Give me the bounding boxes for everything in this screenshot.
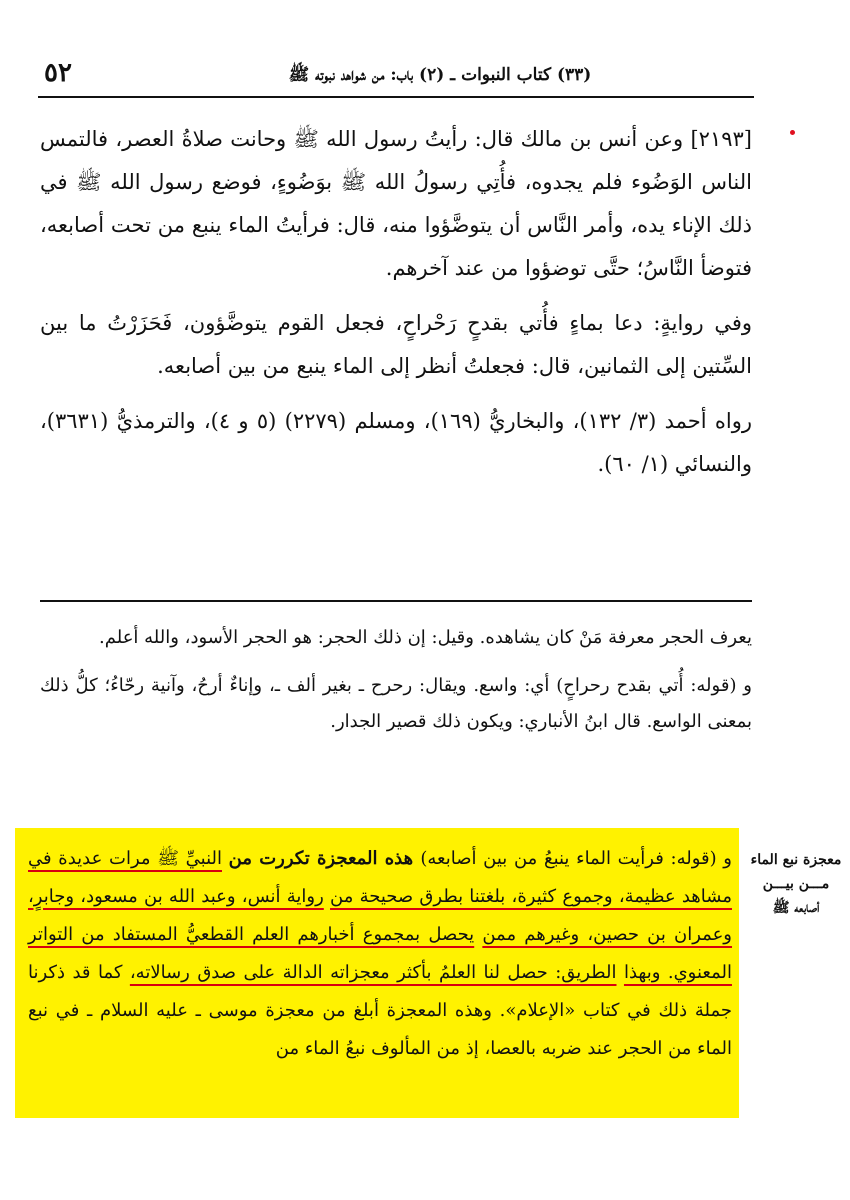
footnotes — [40, 620, 752, 752]
main-text — [40, 118, 752, 498]
header-rule — [38, 96, 754, 98]
commentary-lead: و (قوله: فرأيت الماء ينبعُ من بين أصابعه) — [420, 848, 733, 869]
margin-note-line-1: معجزة نبع الماء — [750, 852, 842, 868]
margin-note-line-2: مـــن بيـــن — [762, 876, 830, 892]
hadith-text: وعن أنس بن مالك قال: رأيتُ رسول الله ﷺ وحانت صلاةُ العصر، فالتمس الناس الوَضُوء فلم يجدوه، فأُتِي رسولُ الله ﷺ بوَضُوءٍ، فوضع رسول الله ﷺ في ذلك الإناء يده، وأمر النَّاس أن يتوضَّؤوا منه، قال: فرأيتُ الماء ينبع من تحت أصابعه، فتوضأ النَّاسُ؛ حتَّى توضؤوا من عند آخرهم. — [40, 127, 752, 280]
margin-note — [744, 848, 848, 920]
underlined-line-4: الطريق: حصل لنا العلمُ بأكثر معجزاته الدالة على صدق رسالاته، — [129, 962, 617, 983]
riwaya-paragraph: وفي روايةٍ: دعا بماءٍ فأُتي بقدحٍ رَحْراحٍ، فجعل القوم يتوضَّؤون، فَحَزَرْتُ ما بين السِّتين إلى الثمانين، قال: فجعلتُ أنظر إلى الماء ينبع من بين أصابعه. — [40, 311, 752, 378]
commentary-rest: كما قد ذكرنا جملة ذلك في كتاب «الإعلام». وهذه المعجزة أبلغ من معجزة موسى ـ عليه السلام ـ في نبع الماء من الحجر عند ضربه بالعصا، إذ من المألوف نبعُ الماء من — [28, 962, 732, 1059]
footnote-paragraph-2: و (قوله: أُتي بقدح رحراحٍ) أي: واسع. ويقال: رحرح ـ بغير ألف ـ، وإناءٌ أرحُ، وآنية رحّاءُ؛ كلُّ ذلك بمعنى الواسع. قال ابنُ الأنباري: ويكون ذلك قصير الجدار. — [40, 675, 752, 732]
takhrij-paragraph: رواه أحمد (٣/ ١٣٢)، والبخاريُّ (١٦٩)، ومسلم (٢٢٧٩) (٥ و ٤)، والترمذيُّ (٣٦٣١)، والنسائي (١/ ٦٠). — [40, 409, 752, 476]
hadith-number: [٢١٩٣] — [690, 127, 752, 151]
hadith-paragraph — [40, 118, 752, 290]
footnote-paragraph-1: يعرف الحجر معرفة مَنْ كان يشاهده. وقيل: إن ذلك الحجر: هو الحجر الأسود، والله أعلم. — [99, 627, 752, 648]
page-number: ٥٢ — [44, 58, 72, 88]
margin-note-line-3: أصابعه ﷺ — [772, 900, 820, 916]
margin-mark — [790, 130, 795, 135]
commentary-lead-bold: هذه المعجزة تكررت من — [228, 848, 421, 869]
underlined-line-3: يحصل بمجموع أخبارهم العلم القطعيُّ المستفاد من التواتر المعنوي. وبهذا — [28, 924, 732, 983]
underlined-line-2: رواية أنس، وعبد الله بن مسعود، وجابرٍ، وعمران بن حصين، وغيرهم ممن — [28, 886, 733, 945]
footnote-rule — [40, 600, 752, 602]
underlined-line-1: النبيِّ ﷺ مرات عديدة في مشاهد عظيمة، وجموع كثيرة، بلغتنا بطرق صحيحة من — [28, 848, 732, 907]
highlighted-commentary — [28, 840, 732, 1068]
running-header: (٣٣) كتاب النبوات ـ (٢) باب: من شواهد نبوته ﷺ — [288, 65, 592, 85]
